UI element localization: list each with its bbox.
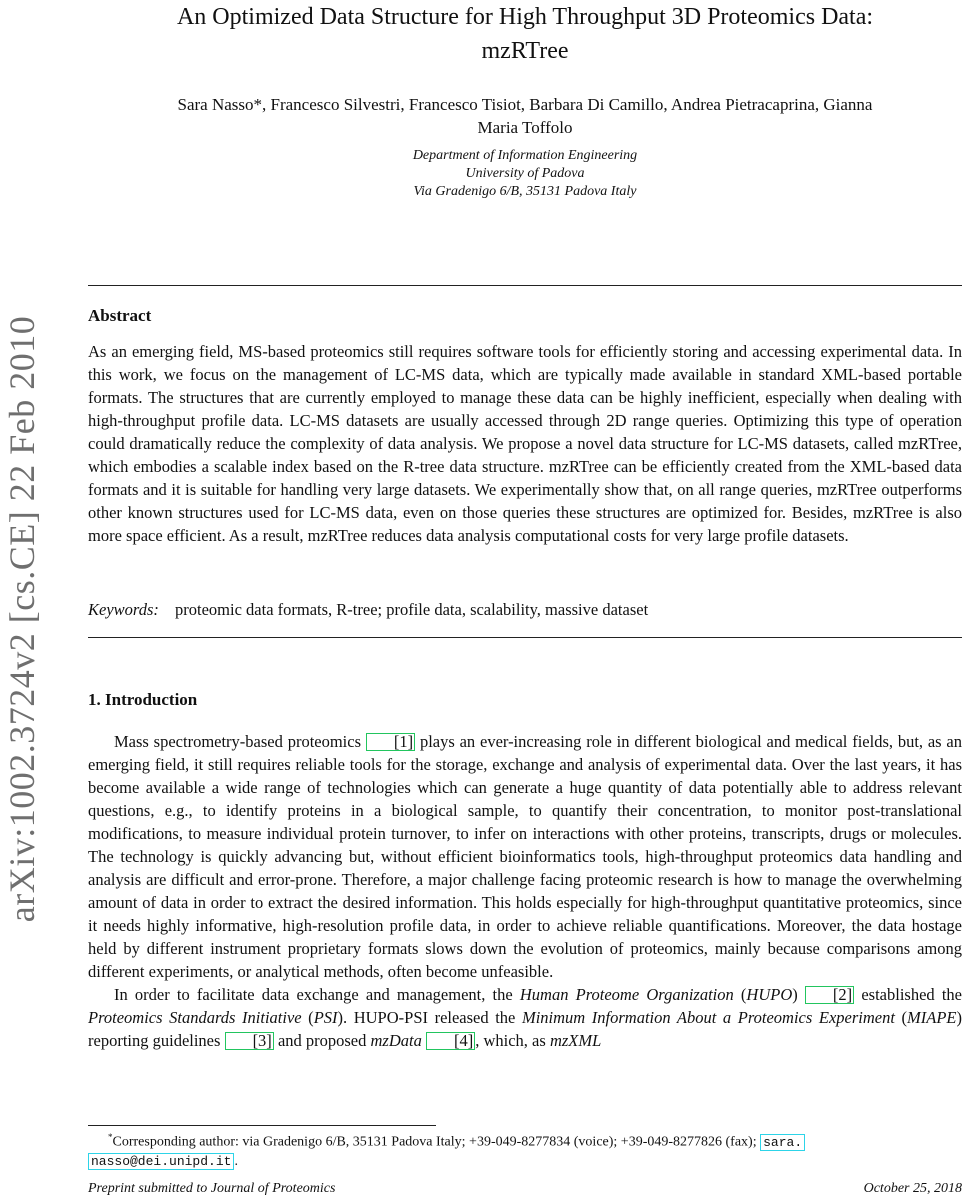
citation-link-4[interactable]: [4] [426,1032,475,1050]
footnote: *Corresponding author: via Gradenigo 6/B, 35131 Padova Italy; +39-049-8277834 (voice); +39-049-8277826 (fax); sara. nasso@dei.unipd.it . [88,1128,962,1171]
author-list [88,93,962,139]
affiliation-department: Department of Information Engineering [412,148,638,163]
section-heading-introduction: 1. Introduction [88,690,198,709]
title-line-2: mzRTree [481,38,569,64]
intro-paragraph-1: Mass spectrometry-based proteomics [1] plays an ever-increasing role in different biological and medical fields, but, as an emerging field, it still requires reliable tools for the storage, exchange and analysis of experimental data. Over the last years, it has become available a wide range of technologies which can generate a huge quantity of data potentially able to address relevant questions, e.g., to identify proteins in a biological sample, to quantify their concentration, to monitor post-translational modifications, to measure individual protein turnover, to infer on interactions with other proteins, transcripts, drugs or molecules. The technology is quickly advancing but, without efficient bioinformatics tools, high-throughput proteomics data handling and analysis are difficult and error-prone. Therefore, a major challenge facing proteomic research is how to manage the overwhelming amount of data in order to extract the desired information. This holds especially for high-throughput quantitative proteomics, since it needs highly informative, high-resolution profile data, in order to achieve reliable quantifications. Moreover, the data hostage held by different instrument proprietary formats slows down the evolution of proteomics, mainly because comparisons among different experiments, or analytical methods, often become unfeasible. [88,732,963,981]
footnote-rule [88,1125,436,1126]
introduction-body [88,730,962,1052]
authors-line-1: Sara Nasso*, Francesco Silvestri, Francesco Tisiot, Barbara Di Camillo, Andrea Pietracaprina, Gianna [177,95,873,114]
affiliation-address: Via Gradenigo 6/B, 35131 Padova Italy [413,184,637,199]
keywords [88,598,962,621]
affiliation [88,147,962,201]
citation-link-1[interactable]: [1] [366,733,415,751]
preprint-note: Preprint submitted to Journal of Proteomics [88,1181,336,1196]
keywords-list: proteomic data formats, R-tree; profile data, scalability, massive dataset [175,600,649,619]
affiliation-university: University of Padova [465,166,585,181]
abstract-top-rule [88,285,962,286]
citation-link-2[interactable]: [2] [805,986,854,1004]
abstract-bottom-rule [88,637,962,638]
title-line-1: An Optimized Data Structure for High Throughput 3D Proteomics Data: [176,4,874,30]
abstract-body: As an emerging field, MS-based proteomics still requires software tools for efficiently storing and accessing experimental data. In this work, we focus on the management of LC-MS data, which are typically made available in standard XML-based portable formats. The structures that are currently employed to manage these data can be highly inefficient, especially when dealing with high-throughput profile data. LC-MS datasets are usually accessed through 2D range queries. Optimizing this type of operation could dramatically reduce the complexity of data analysis. We propose a novel data structure for LC-MS datasets, called mzRTree, which embodies a scalable index based on the R-tree data structure. mzRTree can be efficiently created from the XML-based data formats and it is suitable for handling very large datasets. We experimentally show that, on all range queries, mzRTree outperforms other known structures used for LC-MS data, even on those queries these structures are optimized for. Besides, mzRTree is also more space efficient. As a result, mzRTree reduces data analysis computational costs for very large profile datasets. [88,342,962,545]
email-link-part-1[interactable]: sara. [760,1134,805,1151]
keywords-label: Keywords: [88,600,159,619]
abstract-heading: Abstract [88,306,152,325]
intro-paragraph-2: In order to facilitate data exchange and management, the Human Proteome Organization (HUPO) [2] established the Proteomics Standards Initiative (PSI). HUPO-PSI released the Minimum Information About a Proteomics Experiment (MIAPE) reporting guidelines [3] and proposed mzData [4] , which, as mzXML [88,985,963,1050]
arxiv-id-text: arXiv:1002.3724v2 [cs.CE] 22 Feb 2010 [2,315,42,923]
footnote-text: Corresponding author: via Gradenigo 6/B, 35131 Padova Italy; +39-049-8277834 (voice); +39-049-8277826 (fax); [112,1134,761,1150]
footnote-marker: * [108,1132,113,1142]
date-stamp: October 25, 2018 [863,1181,962,1196]
authors-line-2: Maria Toffolo [477,118,573,137]
citation-link-3[interactable]: [3] [225,1032,274,1050]
paper-title [88,0,962,68]
email-link-part-2[interactable]: nasso@dei.unipd.it [88,1153,234,1170]
